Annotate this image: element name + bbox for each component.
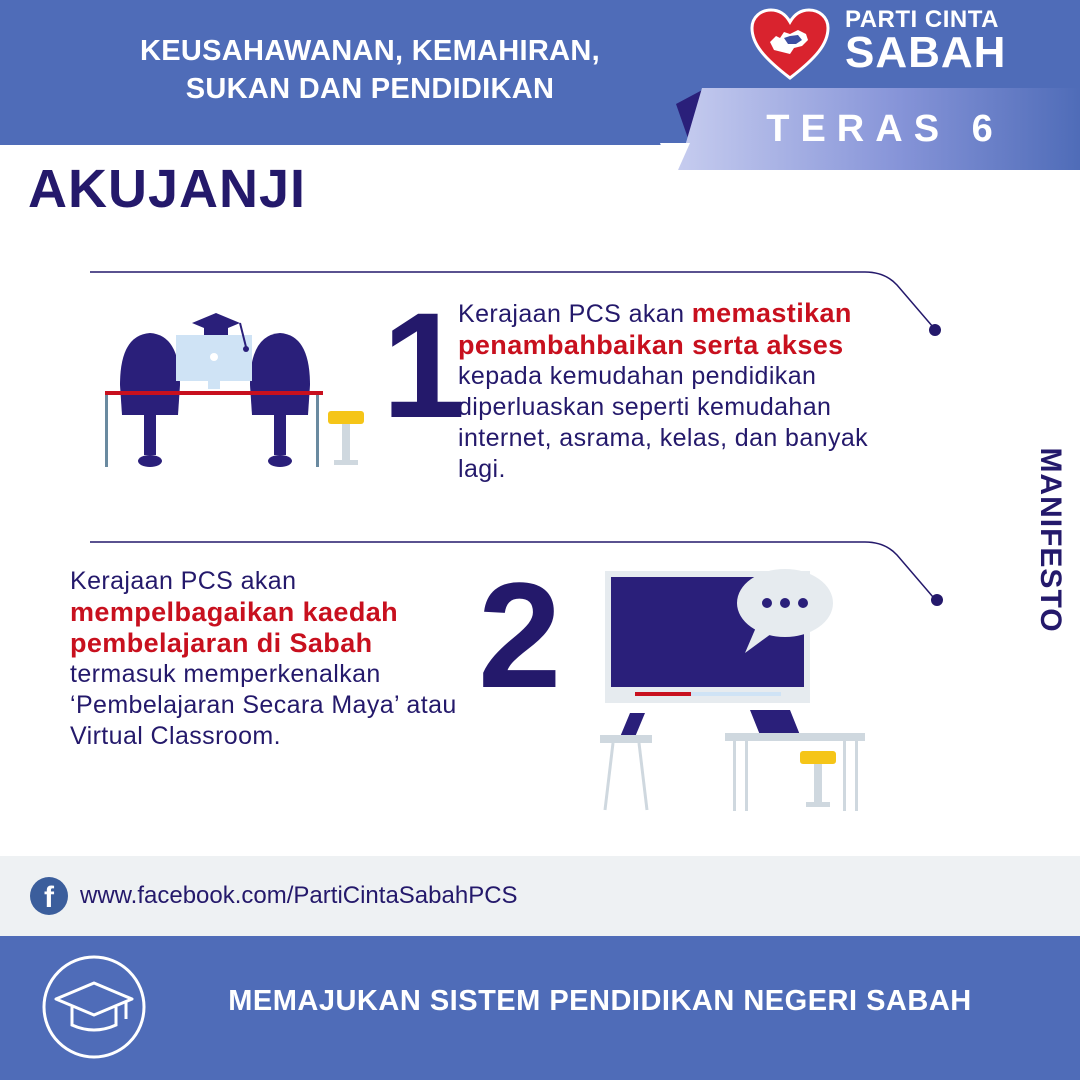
promise-1-highlight-1: memastikan <box>691 298 852 328</box>
header-title-line2: SUKAN DAN PENDIDIKAN <box>185 73 555 105</box>
promise-2-highlight-2: pembelajaran di Sabah <box>70 628 373 658</box>
promise-2-line5: ‘Pembelajaran Secara Maya’ atau <box>70 691 457 719</box>
manifesto-side-label <box>1020 430 1080 650</box>
facebook-icon[interactable]: f <box>30 877 68 915</box>
promise-2-text <box>70 566 510 752</box>
manifesto-text: MANIFESTO <box>1034 447 1067 633</box>
logo-text-line2: SABAH <box>845 28 1007 77</box>
promise-2-line1: Kerajaan PCS akan <box>70 567 297 595</box>
promise-1-line3: kepada kemudahan pendidikan <box>458 362 817 390</box>
promise-1-intro: Kerajaan PCS akan <box>458 300 692 328</box>
heart-logo-icon <box>750 8 830 80</box>
promise-1-text <box>458 298 928 485</box>
promise-1-line4: diperluaskan seperti kemudahan <box>458 393 832 421</box>
bottom-tagline: MEMAJUKAN SISTEM PENDIDIKAN NEGERI SABAH <box>228 985 972 1017</box>
header-title-line1: KEUSAHAWANAN, KEMAHIRAN, <box>140 35 600 67</box>
study-desk-illustration <box>100 305 375 475</box>
logo-text-line1: PARTI CINTA <box>845 6 999 33</box>
teras-label: TERAS 6 <box>766 108 1004 150</box>
graduation-cap-icon <box>40 953 148 1061</box>
promise-1-line5: internet, asrama, kelas, dan banyak <box>458 424 869 452</box>
promise-2-line4: termasuk memperkenalkan <box>70 660 381 688</box>
header-title <box>80 32 660 108</box>
promise-1-line6: lagi. <box>458 455 506 483</box>
promise-1-highlight-2: penambahbaikan serta akses <box>458 330 844 360</box>
promise-2-line6: Virtual Classroom. <box>70 722 281 750</box>
promise-number-2: 2 <box>478 551 562 719</box>
virtual-classroom-illustration <box>595 565 870 820</box>
facebook-url-link[interactable]: www.facebook.com/PartiCintaSabahPCS <box>80 882 518 909</box>
page-heading: AKUJANJI <box>28 159 307 219</box>
promise-number-1: 1 <box>382 281 466 449</box>
promise-2-highlight-1: mempelbagaikan kaedah <box>70 597 399 627</box>
